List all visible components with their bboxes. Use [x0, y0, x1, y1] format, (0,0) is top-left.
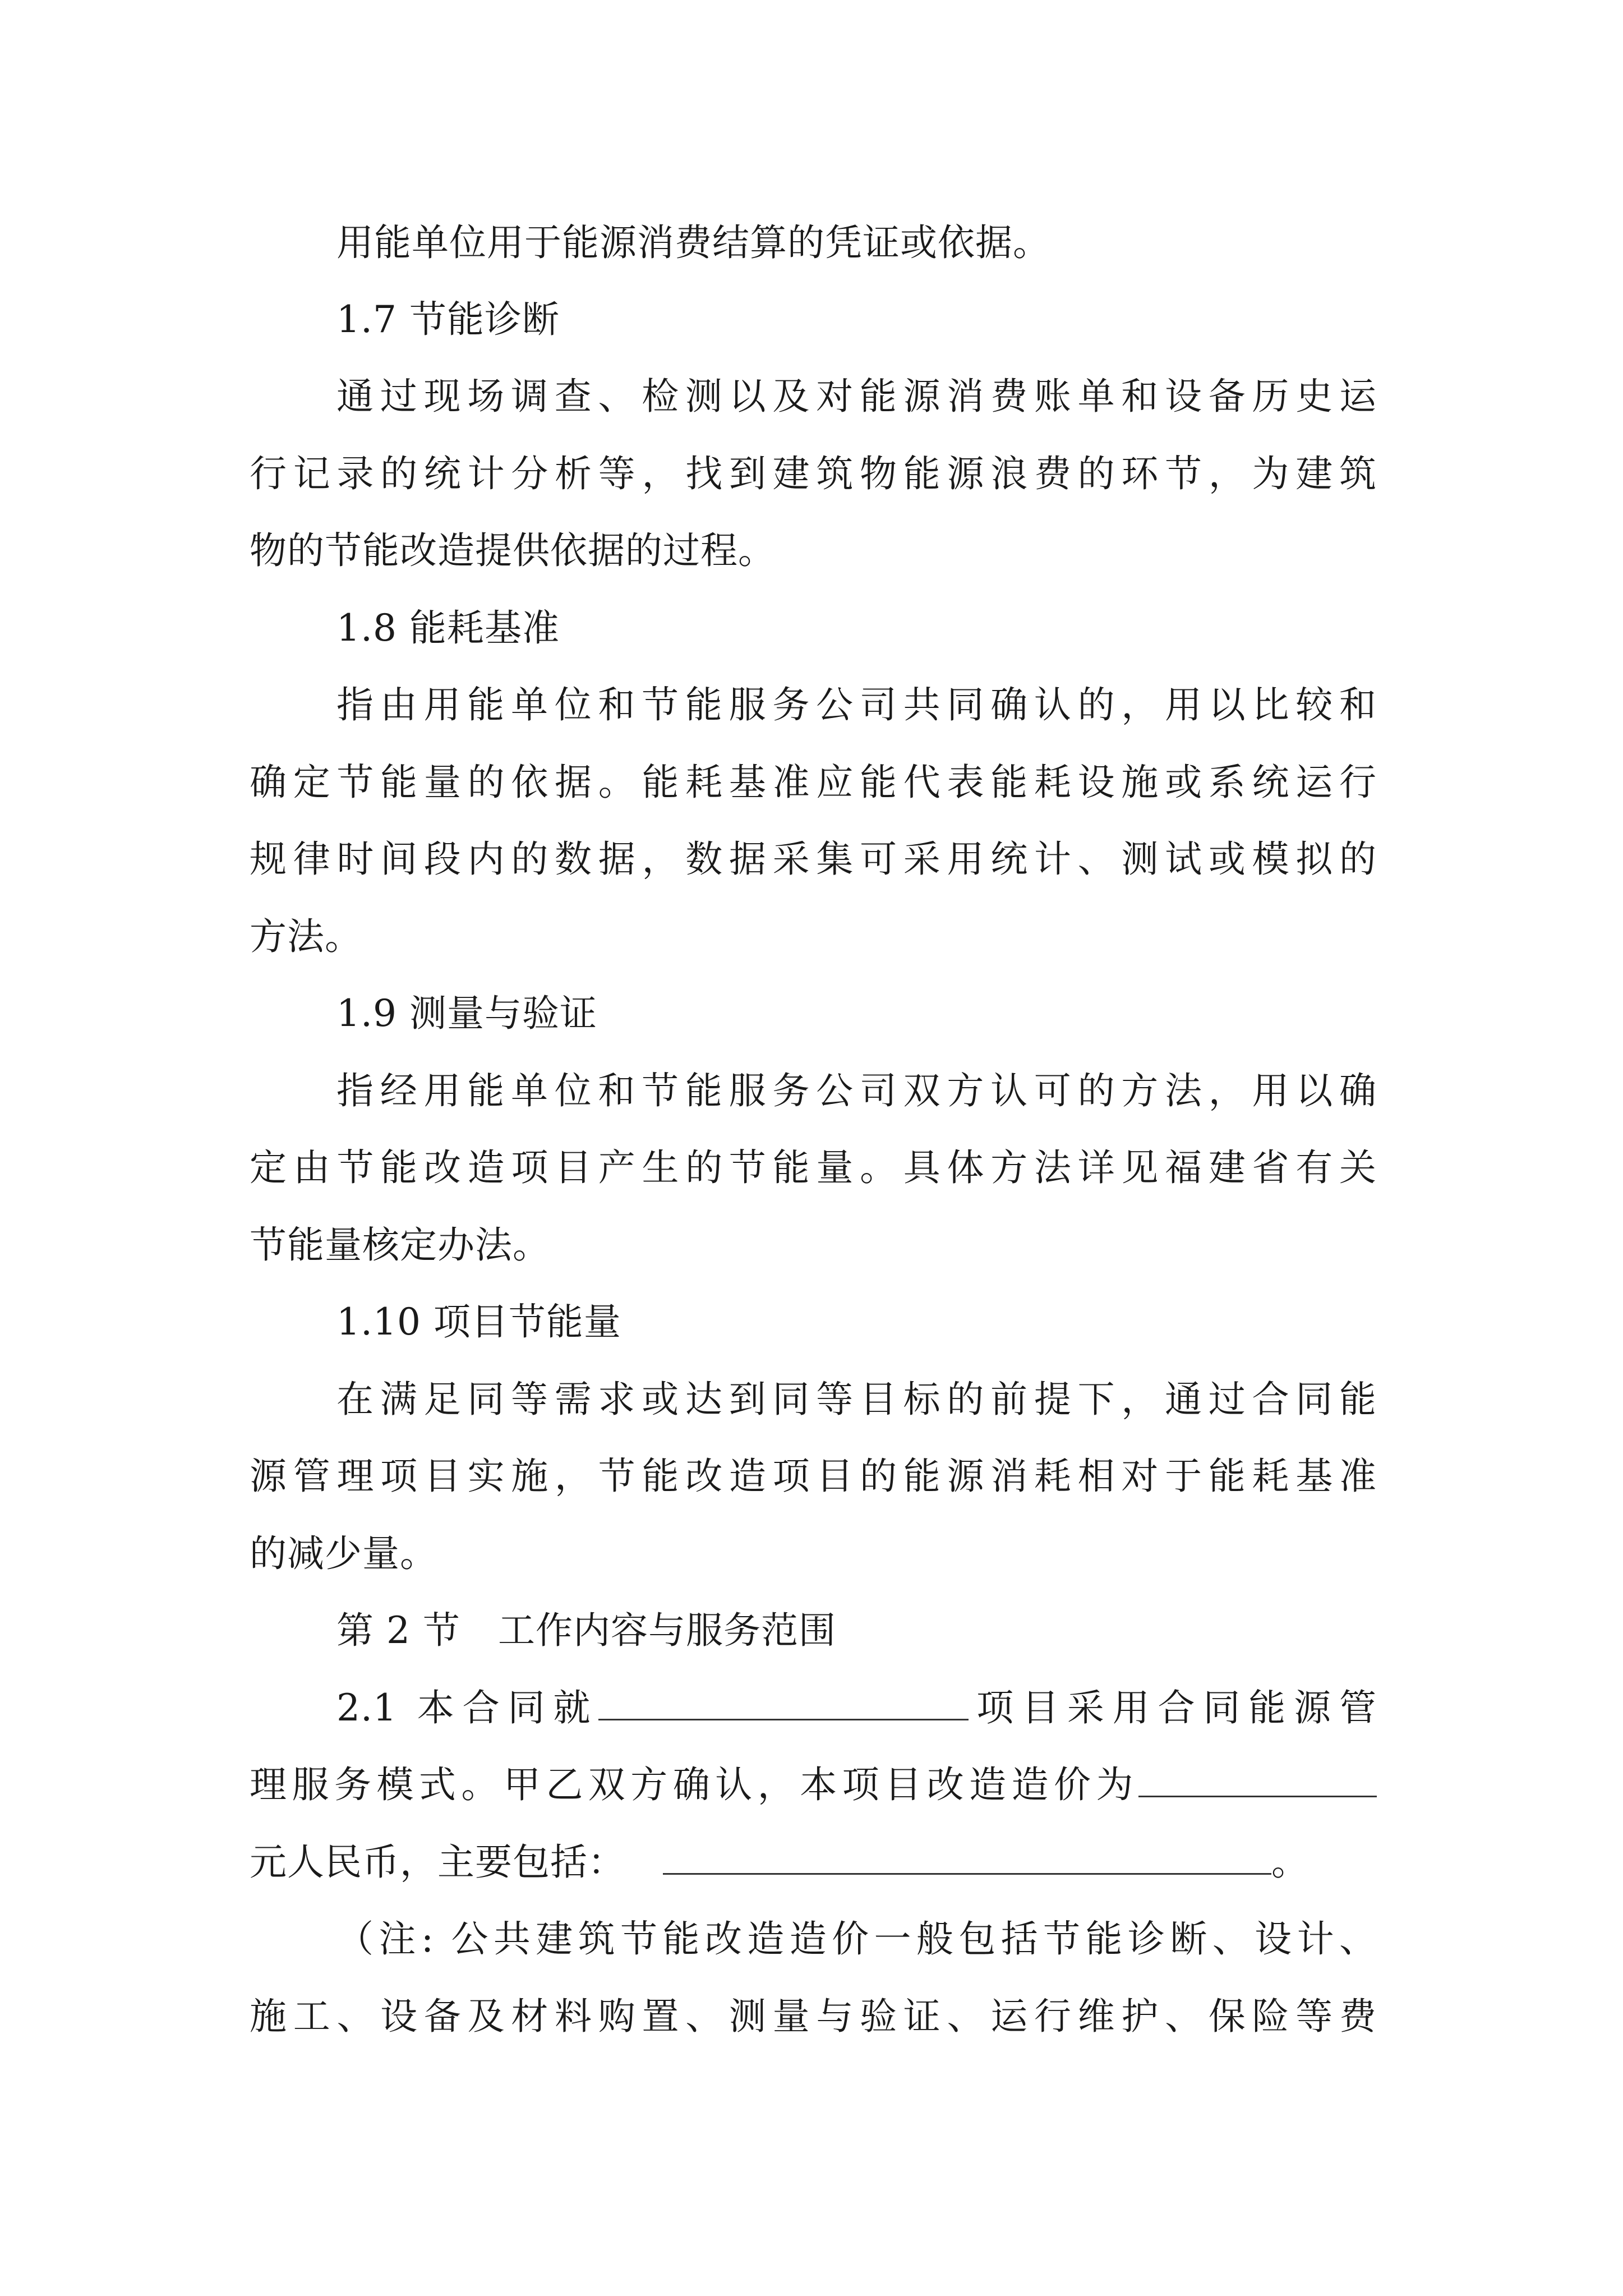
paragraph-line: 在满足同等需求或达到同等目标的前提下，通过合同能 [336, 1378, 1377, 1421]
clause-text: 项目采用合同能源管 [969, 1686, 1377, 1729]
section-heading-1-9: 1.9 测量与验证 [336, 992, 597, 1035]
paragraph-line: 指经用能单位和节能服务公司双方认可的方法，用以确 [336, 1069, 1377, 1112]
section-heading-1-10: 1.10 项目节能量 [336, 1300, 621, 1343]
contract-clause-2-1-line-2 [250, 1760, 1377, 1810]
paragraph-line: 用能单位用于能源消费结算的凭证或依据。 [336, 221, 1050, 264]
section-heading-1-7: 1.7 节能诊断 [336, 298, 560, 341]
paragraph-line: 指由用能单位和节能服务公司共同确认的，用以比较和 [336, 683, 1377, 726]
contract-clause-2-1-line-3 [250, 1837, 1377, 1888]
paragraph-line: 确定节能量的依据。能耗基准应能代表能耗设施或系统运行 [250, 761, 1377, 804]
paragraph-line: 节能量核定办法。 [250, 1223, 550, 1267]
note-line: （注: 公共建筑节能改造造价一般包括节能诊断、设计、 [336, 1917, 1377, 1961]
scope-content-blank[interactable] [663, 1838, 1271, 1875]
section-heading-2: 第 2 节 工作内容与服务范围 [336, 1609, 836, 1652]
paragraph-line: 通过现场调查、检测以及对能源消费账单和设备历史运 [336, 375, 1377, 418]
project-cost-blank[interactable] [1138, 1761, 1377, 1797]
paragraph-line: 的减少量。 [250, 1532, 437, 1575]
contract-clause-2-1-line-1 [336, 1683, 1377, 1733]
clause-text: 理服务模式。甲乙双方确认，本项目改造造价为 [250, 1763, 1138, 1806]
clause-text: 2.1 本合同就 [336, 1686, 599, 1729]
project-name-blank[interactable] [598, 1684, 969, 1720]
clause-text: 。 [1271, 1841, 1309, 1884]
paragraph-line: 源管理项目实施，节能改造项目的能源消耗相对于能耗基准 [250, 1455, 1377, 1498]
paragraph-line: 定由节能改造项目产生的节能量。具体方法详见福建省有关 [250, 1146, 1377, 1189]
paragraph-line: 物的节能改造提供依据的过程。 [250, 529, 776, 572]
note-line: 施工、设备及材料购置、测量与验证、运行维护、保险等费 [250, 1995, 1377, 2038]
paragraph-line: 行记录的统计分析等，找到建筑物能源浪费的环节，为建筑 [250, 452, 1377, 495]
paragraph-line: 规律时间段内的数据，数据采集可采用统计、测试或模拟的 [250, 838, 1377, 881]
paragraph-line: 方法。 [250, 915, 362, 958]
section-heading-1-8: 1.8 能耗基准 [336, 606, 560, 650]
clause-text: 元人民币，主要包括： [250, 1841, 625, 1884]
